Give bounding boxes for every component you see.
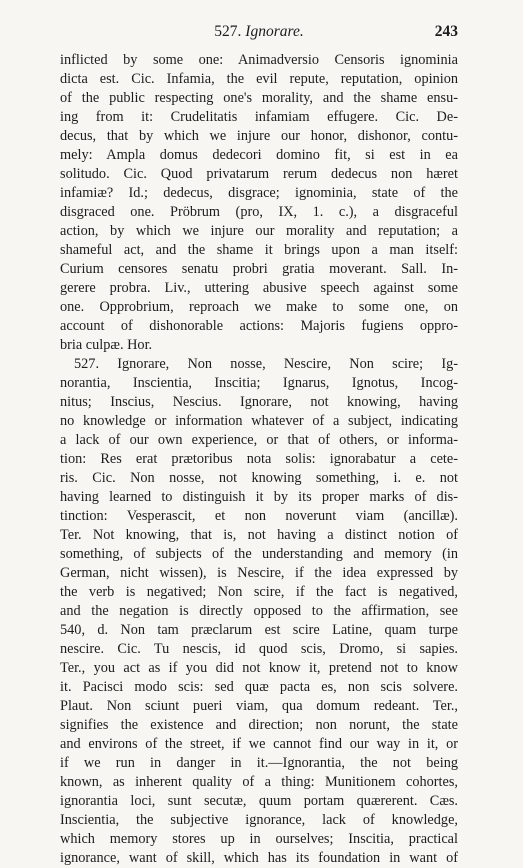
text-line: 540, d. Non tam præclarum est scire Latine, quam turpe: [60, 622, 458, 638]
text-line: tinction: Vesperascit, et non noverunt viam (ancillæ).: [60, 508, 458, 524]
text-line: Ter. Not knowing, that is, not having a distinct notion of: [60, 527, 458, 543]
text-line: one. Opprobrium, reproach we make to some one, on: [60, 299, 458, 315]
text-line: tion: Res erat prætoribus nota solis: ignorabatur a cete-: [60, 451, 458, 467]
text-line: dicta est. Cic. Infamia, the evil repute, reputation, opinion: [60, 71, 458, 87]
text-line: which memory stores up in ourselves; Inscitia, practical: [60, 831, 458, 847]
text-line: and environs of the street, if we cannot find our way in it, or: [60, 736, 458, 752]
text-line: ignorantia loci, sunt secutæ, quum portam quærerent. Cæs.: [60, 793, 458, 809]
text-line: disgraced one. Pröbrum (pro, IX, 1. c.), a disgraceful: [60, 204, 458, 220]
text-line: gerere probra. Liv., uttering abusive speech against some: [60, 280, 458, 296]
text-line: of the public respecting one's morality, and the shame ensu-: [60, 90, 458, 106]
text-line: it. Pacisci modo scis: sed quæ pacta es, non scis solvere.: [60, 679, 458, 695]
text-line: ignorance, want of skill, which has its foundation in want of: [60, 850, 458, 866]
section-heading-line: 527. Ignorare, Non nosse, Nescire, Non scire; Ig-: [74, 356, 458, 372]
running-title: [60, 22, 458, 42]
section-title: Ignorare.: [245, 23, 304, 40]
text-line: mely: Ampla domus dedecori domino fit, si est in ea: [60, 147, 458, 163]
text-line: Inscientia, the subjective ignorance, lack of knowledge,: [60, 812, 458, 828]
text-line: infamiæ? Id.; dedecus, disgrace; ignominia, state of the: [60, 185, 458, 201]
text-line: solitudo. Cic. Quod privatarum rerum dedecus non hæret: [60, 166, 458, 182]
text-line: norantia, Inscientia, Inscitia; Ignarus, Ignotus, Incog-: [60, 375, 458, 391]
text-line: and the negation is directly opposed to the affirmation, see: [60, 603, 458, 619]
text-line: the verb is negatived; Non scire, if the fact is negatived,: [60, 584, 458, 600]
text-line: Curium censores senatu probri gratia moverant. Sall. In-: [60, 261, 458, 277]
text-line: German, nicht wissen), is Nescire, if the idea expressed by: [60, 565, 458, 581]
text-line: something, of subjects of the understanding and memory (in: [60, 546, 458, 562]
text-line: shameful act, and the shame it brings upon a man itself:: [60, 242, 458, 258]
text-line: having learned to distinguish it by its proper marks of dis-: [60, 489, 458, 505]
text-line: if we run in danger in it.—Ignorantia, the not being: [60, 755, 458, 771]
text-line: Ter., you act as if you did not know it, pretend not to know: [60, 660, 458, 676]
text-line: account of dishonorable actions: Majoris fugiens oppro-: [60, 318, 458, 334]
text-line: signifies the existence and direction; non norunt, the state: [60, 717, 458, 733]
text-line: inflicted by some one: Animadversio Censoris ignominia: [60, 52, 458, 68]
text-line: bria culpæ. Hor.: [60, 337, 153, 353]
text-line: nescire. Cic. Tu nescis, id quod scis, Dromo, si sapies.: [60, 641, 458, 657]
page-body: [60, 51, 458, 868]
text-line: ing from it: Crudelitatis infamiam effugere. Cic. De-: [60, 109, 458, 125]
text-line: no knowledge or information whatever of a subject, indicating: [60, 413, 458, 429]
text-line: Plaut. Non sciunt pueri viam, qua domum redeant. Ter.,: [60, 698, 458, 714]
page-number: 243: [434, 23, 458, 40]
text-line: a lack of our own experience, or that of others, or informa-: [60, 432, 458, 448]
running-header: [60, 22, 458, 42]
section-number: 527.: [214, 23, 242, 40]
text-line: ris. Cic. Non nosse, not knowing something, i. e. not: [60, 470, 458, 486]
text-line: nitus; Inscius, Nescius. Ignorare, not knowing, having: [60, 394, 458, 410]
text-line: known, as inherent quality of a thing: Munitionem cohortes,: [60, 774, 458, 790]
text-line: action, by which we injure our morality and reputation; a: [60, 223, 458, 239]
text-line: decus, that by which we injure our honor, dishonor, contu-: [60, 128, 458, 144]
